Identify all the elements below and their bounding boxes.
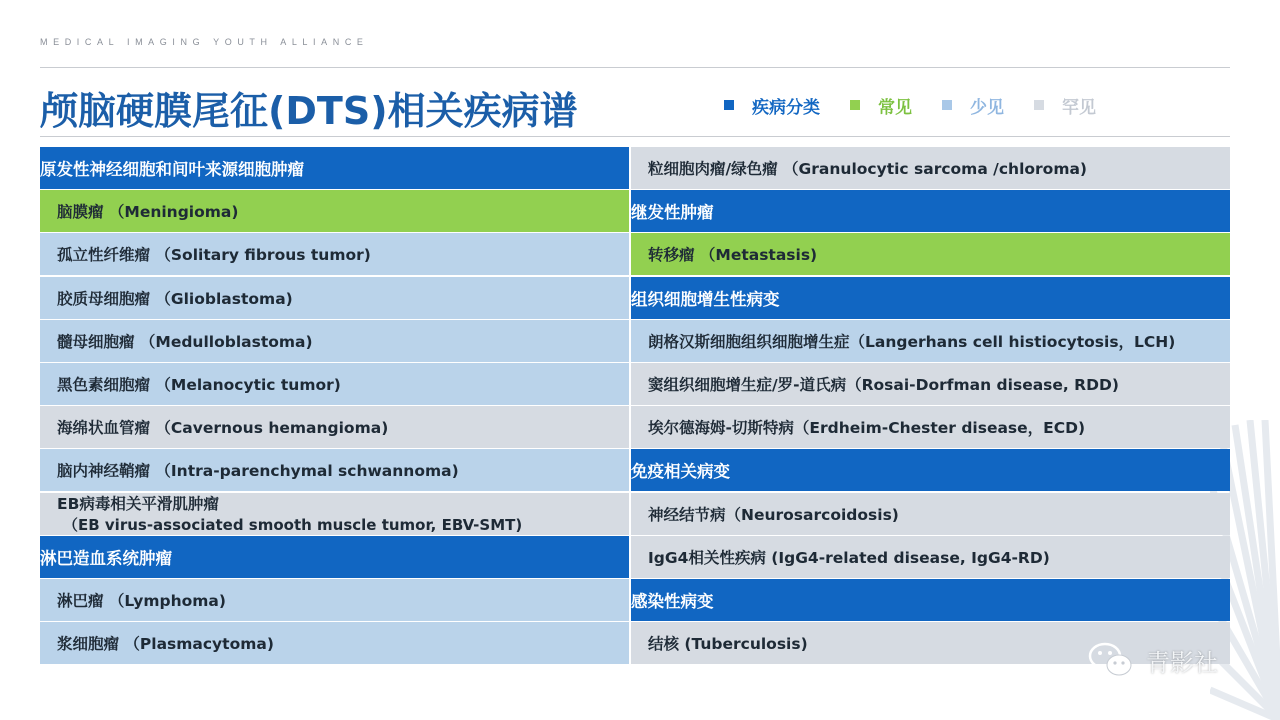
row-text: 黑色素细胞瘤 （Melanocytic tumor) — [57, 375, 341, 394]
legend-label: 疾病分类 — [752, 97, 820, 118]
legend — [724, 94, 1126, 116]
tagline: MEDICAL IMAGING YOUTH ALLIANCE — [40, 37, 369, 47]
row-text: 免疫相关病变 — [631, 462, 730, 482]
legend-label: 常见 — [878, 97, 912, 118]
table-row — [40, 449, 629, 491]
table-row — [40, 406, 629, 448]
table-row — [631, 536, 1230, 578]
legend-swatch — [724, 100, 734, 110]
watermark-text: 青影社 — [1146, 648, 1218, 677]
table-row — [631, 233, 1230, 275]
watermark — [1086, 640, 1218, 680]
row-text: 海绵状血管瘤 （Cavernous hemangioma) — [57, 419, 389, 438]
row-text: 淋巴瘤 （Lymphoma) — [57, 591, 226, 610]
table-row — [631, 277, 1230, 319]
table-row — [40, 493, 629, 535]
legend-item-less-common — [942, 93, 1004, 118]
row-text: 神经结节病（Neurosarcoidosis) — [648, 505, 899, 524]
row-text: 粒细胞肉瘤/绿色瘤 （Granulocytic sarcoma /chloroma) — [648, 160, 1088, 178]
row-text: 孤立性纤维瘤 （Solitary fibrous tumor) — [57, 246, 371, 265]
row-text: 埃尔德海姆-切斯特病（Erdheim-Chester disease，ECD) — [648, 419, 1086, 438]
row-text: 结核 (Tuberculosis) — [648, 635, 808, 654]
table-row — [631, 320, 1230, 362]
table-row — [631, 363, 1230, 405]
legend-swatch — [1034, 100, 1044, 110]
legend-label: 罕见 — [1062, 97, 1096, 118]
left-column — [40, 147, 629, 665]
table-row — [631, 190, 1230, 232]
table-row — [631, 449, 1230, 491]
page-title: 颅脑硬膜尾征(DTS)相关疾病谱 — [40, 89, 578, 133]
wechat-icon — [1086, 640, 1136, 680]
legend-item-category — [724, 93, 820, 118]
disease-table — [40, 147, 1230, 665]
table-row — [631, 406, 1230, 448]
right-column — [631, 147, 1230, 665]
table-row — [40, 190, 629, 232]
row-text: 继发性肿瘤 — [631, 203, 714, 223]
table-row — [40, 363, 629, 405]
legend-swatch — [942, 100, 952, 110]
row-text: 原发性神经细胞和间叶来源细胞肿瘤 — [40, 160, 304, 179]
table-row — [40, 147, 629, 189]
row-text: 胶质母细胞瘤 （Glioblastoma) — [57, 289, 293, 308]
legend-item-rare — [1034, 93, 1096, 118]
header-divider — [40, 136, 1230, 137]
table-row — [40, 622, 629, 664]
row-text: IgG4相关性疾病 (IgG4-related disease, IgG4-RD) — [648, 548, 1050, 567]
legend-item-common — [850, 93, 912, 118]
legend-label: 少见 — [970, 97, 1004, 118]
table-row — [40, 277, 629, 319]
table-row — [631, 579, 1230, 621]
row-text: EB病毒相关平滑肌肿瘤 — [57, 495, 219, 513]
top-divider — [40, 67, 1230, 68]
legend-swatch — [850, 100, 860, 110]
table-row — [631, 147, 1230, 189]
table-row — [40, 233, 629, 275]
row-text: 脑内神经鞘瘤 （Intra-parenchymal schwannoma) — [57, 462, 459, 481]
row-text: 髓母细胞瘤 （Medulloblastoma) — [57, 332, 313, 351]
row-text: 组织细胞增生性病变 — [631, 289, 780, 309]
row-text: 朗格汉斯细胞组织细胞增生症（Langerhans cell histiocytosis，LCH) — [648, 332, 1176, 351]
table-row — [40, 320, 629, 362]
row-text: 窦组织细胞增生症/罗-道氏病（Rosai-Dorfman disease, RDD) — [648, 375, 1119, 394]
row-text: 淋巴造血系统肿瘤 — [40, 548, 172, 568]
row-text-secondary: （EB virus-associated smooth muscle tumor, EBV-SMT) — [63, 516, 523, 534]
row-text: 感染性病变 — [631, 591, 714, 611]
table-row — [40, 579, 629, 621]
row-text: 脑膜瘤 （Meningioma) — [57, 203, 239, 222]
row-text: 浆细胞瘤 （Plasmacytoma) — [57, 635, 274, 654]
table-row — [40, 536, 629, 578]
table-row — [631, 493, 1230, 535]
row-text: 转移瘤 （Metastasis) — [648, 246, 818, 265]
